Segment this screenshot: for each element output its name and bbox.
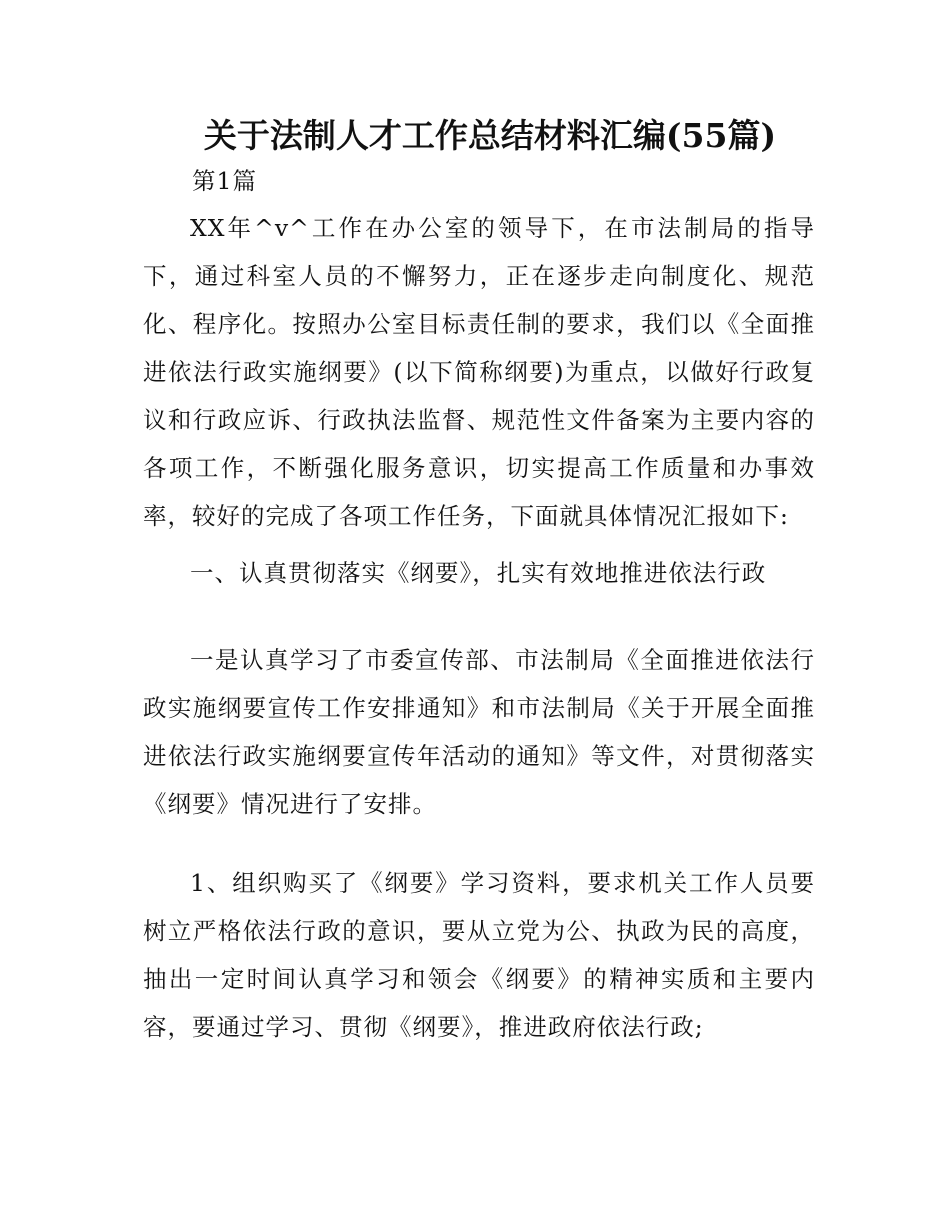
- section-heading: 一、认真贯彻落实《纲要》，扎实有效地推进依法行政: [190, 559, 767, 587]
- chapter-label: 第1篇: [192, 167, 257, 195]
- document-title: 关于法制人才工作总结材料汇编(55篇): [203, 116, 777, 155]
- paragraph: 1、组织购买了《纲要》学习资料，要求机关工作人员要树立严格依法行政的意识，要从立党为公、执政为民的高度，抽出一定时间认真学习和领会《纲要》的精神实质和主要内容，要通过学习、贯彻《纲要》，推进政府依法行政;: [143, 869, 815, 1041]
- paragraph: XX年^v^工作在办公室的领导下，在市法制局的指导下，通过科室人员的不懈努力，正在逐步走向制度化、规范化、程序化。按照办公室目标责任制的要求，我们以《全面推进依法行政实施纲要》(以下简称纲要)为重点，以做好行政复议和行政应诉、行政执法监督、规范性文件备案为主要内容的各项工作，不断强化服务意识，切实提高工作质量和办事效率，较好的完成了各项工作任务，下面就具体情况汇报如下:: [143, 214, 815, 530]
- paragraph: 一是认真学习了市委宣传部、市法制局《全面推进依法行政实施纲要宣传工作安排通知》和市法制局《关于开展全面推进依法行政实施纲要宣传年活动的通知》等文件，对贯彻落实《纲要》情况进行了安排。: [143, 646, 815, 818]
